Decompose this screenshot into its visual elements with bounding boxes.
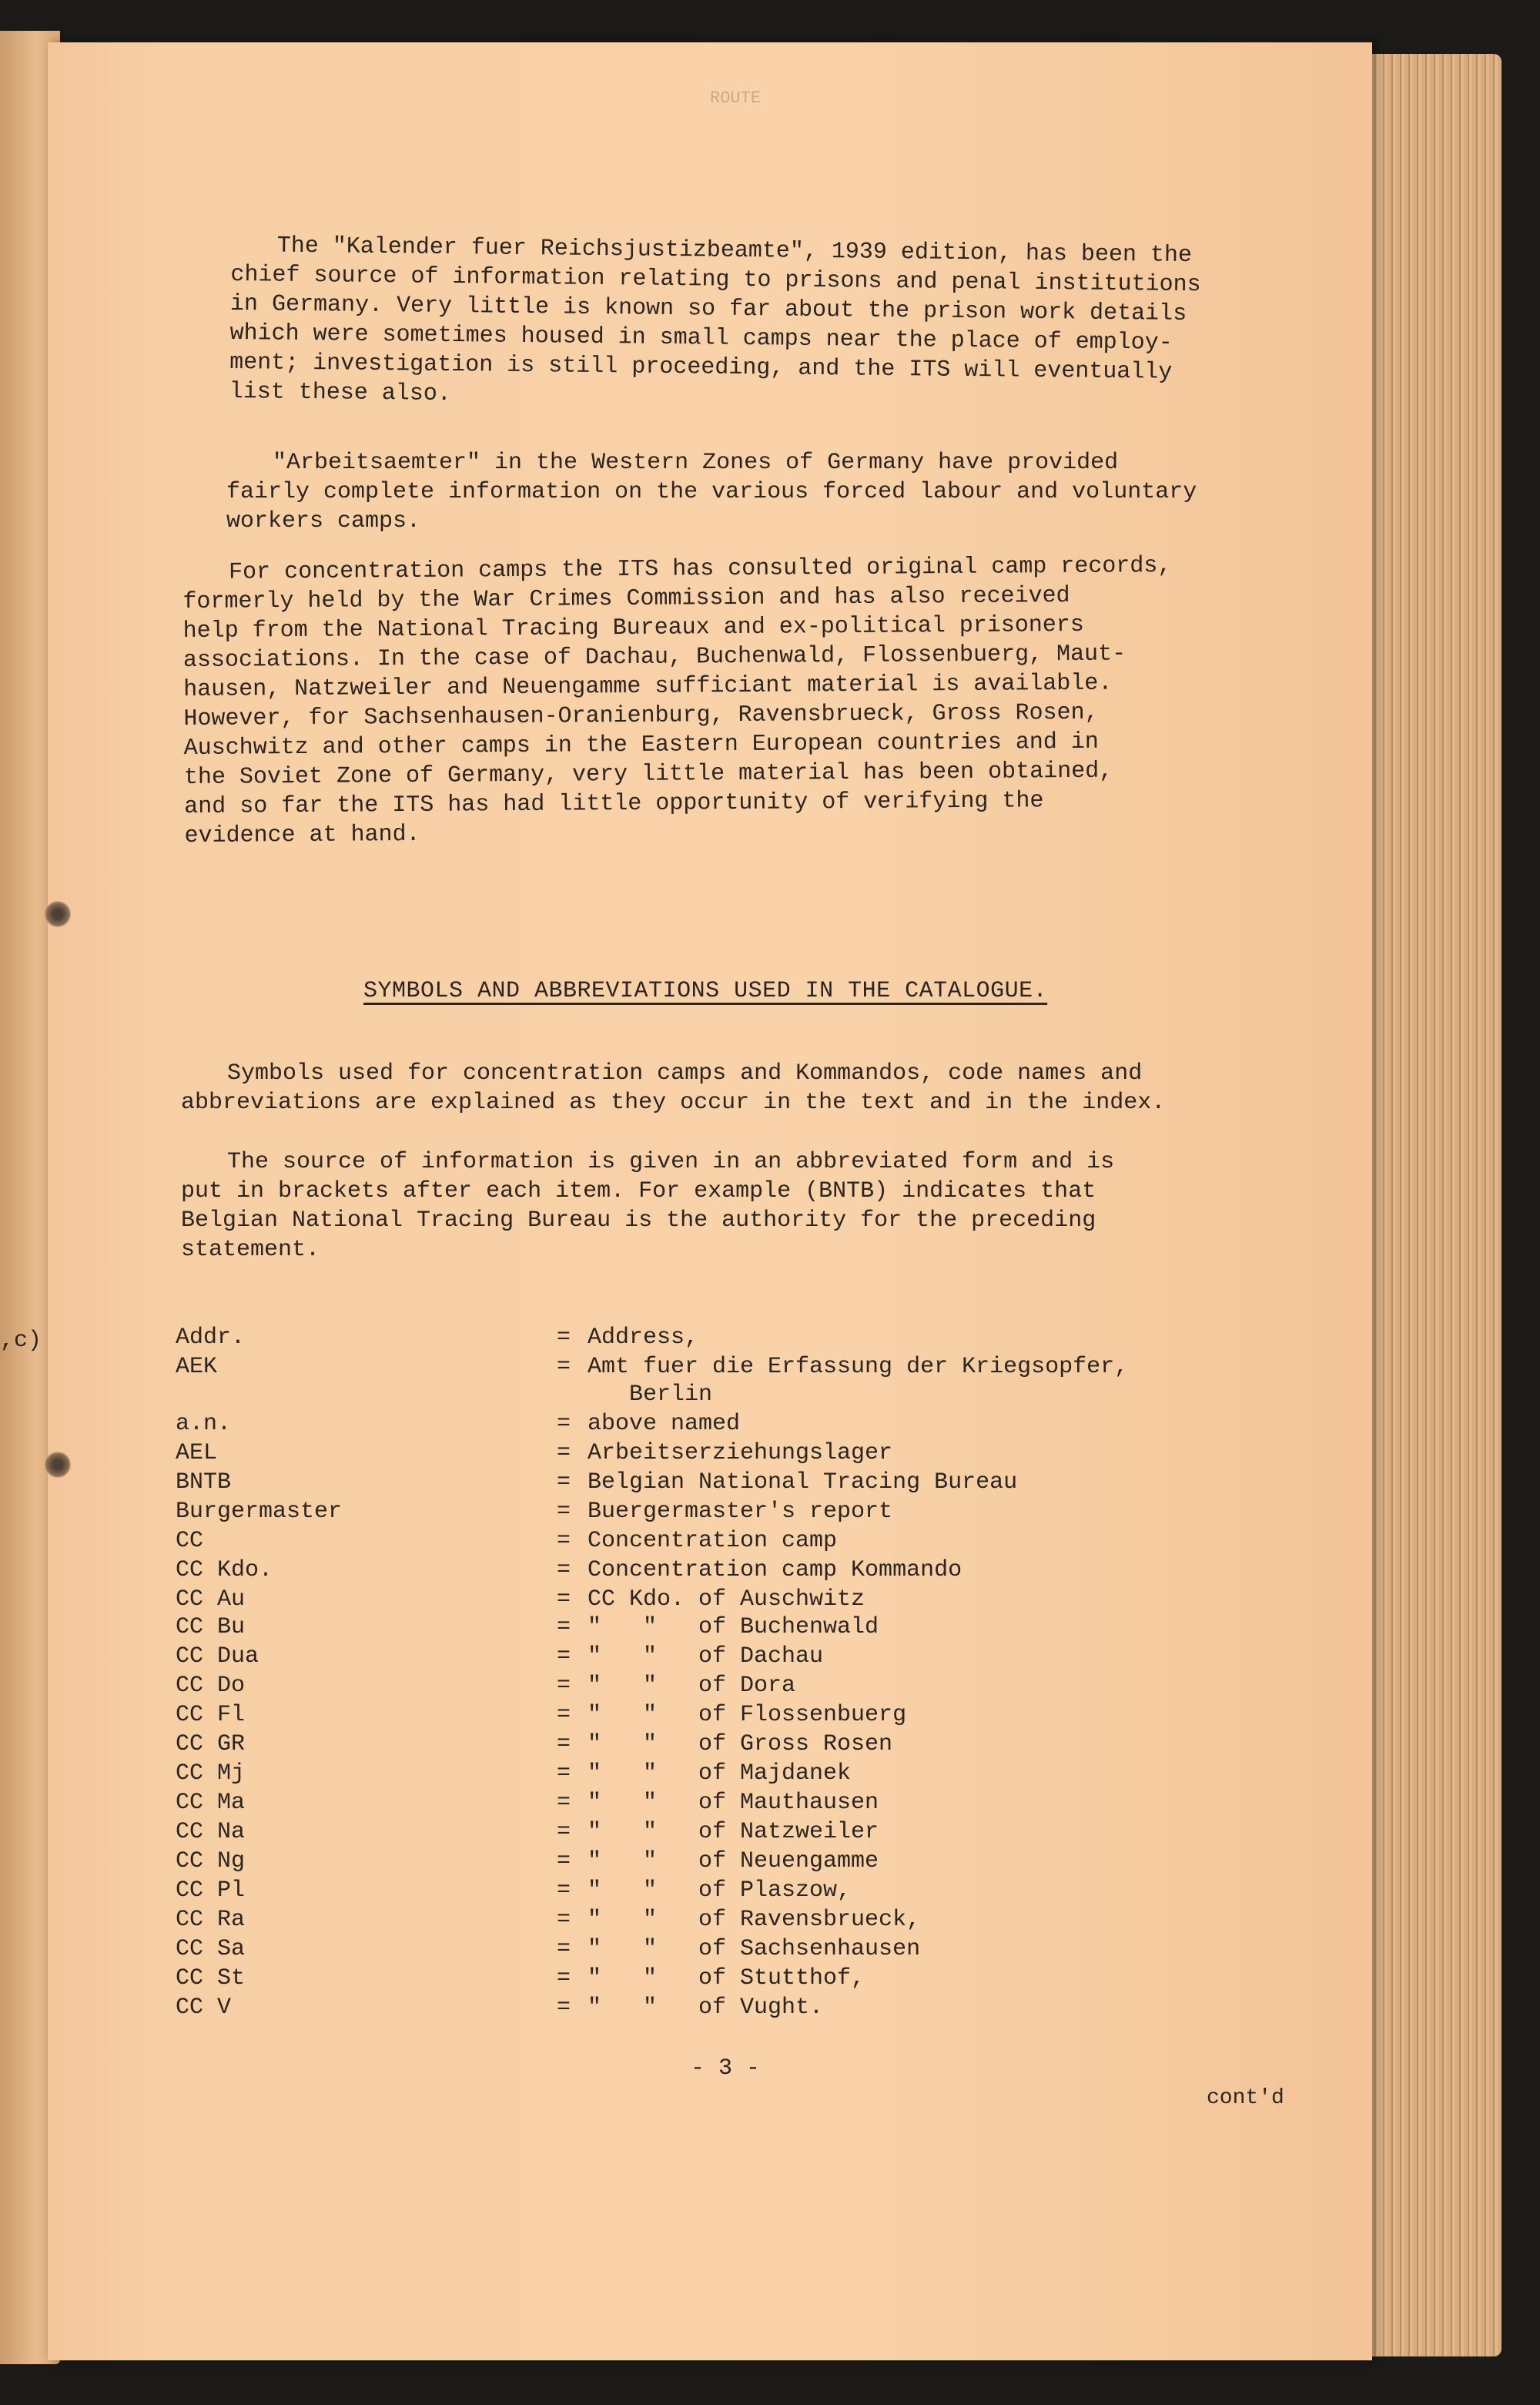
- abbreviation-definition: " " of Buchenwald: [588, 1614, 879, 1640]
- paragraph-line: abbreviations are explained as they occur in the text and in the index.: [181, 1090, 1166, 1116]
- equals-sign: =: [557, 1499, 571, 1525]
- abbreviation-definition: " " of Stutthof,: [588, 1965, 865, 1991]
- paragraph-3: [182, 551, 1240, 851]
- abbreviation-key: CC Sa: [176, 1936, 246, 1962]
- abbreviation-definition: Concentration camp: [588, 1528, 838, 1554]
- paragraph-line: and so far the ITS has had little opportunity of verifying the: [184, 788, 1044, 820]
- abbreviation-definition: " " of Dachau: [588, 1643, 824, 1670]
- equals-sign: =: [557, 1848, 571, 1874]
- page-stack-edge: [1371, 54, 1502, 2356]
- paragraph-line: Auschwitz and other camps in the Eastern European countries and in: [183, 729, 1100, 762]
- equals-sign: =: [557, 1995, 571, 2021]
- paragraph-line: Belgian National Tracing Bureau is the authority for the preceding: [181, 1208, 1096, 1234]
- equals-sign: =: [557, 1673, 571, 1699]
- abbreviation-key: CC Fl: [176, 1702, 246, 1728]
- abbreviation-definition: CC Kdo. of Auschwitz: [588, 1586, 865, 1613]
- abbreviation-key: CC Au: [176, 1586, 246, 1613]
- abbreviation-definition: " " of Neuengamme: [588, 1848, 879, 1874]
- paragraph-line: "Arbeitsaemter" in the Western Zones of Germany have provided: [273, 450, 1119, 476]
- paragraph-5: [181, 1147, 1236, 1264]
- equals-sign: =: [557, 1411, 571, 1437]
- abbreviation-key: CC Ma: [176, 1790, 246, 1816]
- abbreviation-key: a.n.: [176, 1411, 232, 1437]
- equals-sign: =: [557, 1907, 571, 1933]
- paragraph-line: help from the National Tracing Bureaux and ex-political prisoners: [182, 611, 1084, 645]
- abbreviation-key: CC Pl: [176, 1877, 246, 1904]
- continued-note: cont'd: [1207, 2086, 1284, 2110]
- abbreviation-key: CC V: [176, 1995, 232, 2021]
- abbreviation-key: CC GR: [176, 1731, 246, 1757]
- paragraph-line: The source of information is given in an abbreviated form and is: [227, 1149, 1115, 1175]
- paragraph-line: statement.: [181, 1237, 320, 1263]
- paragraph-line: ment; investigation is still proceeding, and the ITS will eventually: [229, 349, 1173, 386]
- page-number: - 3 -: [691, 2055, 761, 2082]
- binding-hole-top: [45, 901, 71, 927]
- paragraph-line: workers camps.: [226, 508, 421, 534]
- abbreviation-definition: Amt fuer die Erfassung der Kriegsopfer,: [588, 1354, 1129, 1380]
- abbreviation-definition: Belgian National Tracing Bureau: [588, 1469, 1018, 1496]
- abbreviation-key: AEL: [176, 1440, 218, 1466]
- equals-sign: =: [557, 1936, 571, 1962]
- equals-sign: =: [557, 1614, 571, 1640]
- paragraph-2: [226, 448, 1281, 536]
- paragraph-line: hausen, Natzweiler and Neuengamme sufficiant material is available.: [183, 670, 1113, 703]
- equals-sign: =: [557, 1325, 571, 1351]
- abbreviation-definition: " " of Dora: [588, 1673, 796, 1699]
- equals-sign: =: [557, 1528, 571, 1554]
- abbreviation-key: AEK: [176, 1354, 218, 1380]
- equals-sign: =: [557, 1643, 571, 1670]
- abbreviation-definition: " " of Ravensbrueck,: [588, 1907, 921, 1933]
- paragraph-1: [229, 231, 1286, 417]
- abbreviation-key: Burgermaster: [176, 1499, 343, 1525]
- abbreviation-definition: Concentration camp Kommando: [588, 1557, 962, 1583]
- paragraph-line: the Soviet Zone of Germany, very little material has been obtained,: [183, 758, 1113, 791]
- equals-sign: =: [557, 1819, 571, 1845]
- abbreviation-definition: Address,: [588, 1325, 699, 1351]
- paragraph-line: However, for Sachsenhausen-Oranienburg, Ravensbrueck, Gross Rosen,: [183, 699, 1099, 732]
- abbreviation-key: CC Bu: [176, 1614, 246, 1640]
- abbreviation-key: CC Ng: [176, 1848, 246, 1874]
- equals-sign: =: [557, 1877, 571, 1904]
- abbreviation-definition: " " of Gross Rosen: [588, 1731, 893, 1757]
- abbreviation-definition: " " of Mauthausen: [588, 1790, 879, 1816]
- equals-sign: =: [557, 1760, 571, 1787]
- equals-sign: =: [557, 1469, 571, 1496]
- left-page-edge-text: ,c): [0, 1328, 42, 1354]
- faded-stamp: ROUTE: [710, 89, 762, 108]
- paragraph-line: fairly complete information on the various forced labour and voluntary: [226, 479, 1197, 505]
- equals-sign: =: [557, 1702, 571, 1728]
- abbreviation-key: CC: [176, 1528, 204, 1554]
- paragraph-line: which were sometimes housed in small camps near the place of employ-: [229, 320, 1173, 357]
- abbreviation-key: CC Ra: [176, 1907, 246, 1933]
- abbreviation-key: CC Na: [176, 1819, 246, 1845]
- equals-sign: =: [557, 1354, 571, 1380]
- paragraph-line: For concentration camps the ITS has consulted original camp records,: [229, 553, 1172, 586]
- abbreviation-definition: " " of Natzweiler: [588, 1819, 879, 1845]
- binding-hole-bottom: [45, 1452, 71, 1478]
- equals-sign: =: [557, 1557, 571, 1583]
- equals-sign: =: [557, 1731, 571, 1757]
- paragraph-line: evidence at hand.: [184, 821, 420, 849]
- paragraph-4: [181, 1059, 1236, 1117]
- abbreviation-definition: Arbeitserziehungslager: [588, 1440, 893, 1466]
- equals-sign: =: [557, 1790, 571, 1816]
- abbreviation-key: BNTB: [176, 1469, 232, 1496]
- abbreviation-definition: " " of Flossenbuerg: [588, 1702, 907, 1728]
- paragraph-line: put in brackets after each item. For example (BNTB) indicates that: [181, 1178, 1096, 1204]
- section-heading: SYMBOLS AND ABBREVIATIONS USED IN THE CATALOGUE.: [363, 978, 1048, 1004]
- paragraph-line: The "Kalender fuer Reichsjustizbeamte", 1939 edition, has been the: [276, 233, 1193, 270]
- paragraph-line: in Germany. Very little is known so far about the prison work details: [229, 290, 1187, 328]
- equals-sign: =: [557, 1965, 571, 1991]
- abbreviation-key: CC Dua: [176, 1643, 259, 1670]
- abbreviation-definition: " " of Vught.: [588, 1995, 824, 2021]
- equals-sign: =: [557, 1586, 571, 1613]
- abbreviation-key: CC Kdo.: [176, 1557, 273, 1583]
- abbreviation-definition: Buergermaster's report: [588, 1499, 893, 1525]
- abbreviation-key: CC Do: [176, 1673, 246, 1699]
- abbreviation-key: CC Mj: [176, 1760, 246, 1787]
- paragraph-line: associations. In the case of Dachau, Buchenwald, Flossenbuerg, Maut-: [182, 641, 1127, 674]
- abbreviation-definition: " " of Sachsenhausen: [588, 1936, 921, 1962]
- equals-sign: =: [557, 1440, 571, 1466]
- abbreviation-definition: above named: [588, 1411, 741, 1437]
- abbreviation-definition: Berlin: [588, 1382, 713, 1408]
- abbreviation-definition: " " of Majdanek: [588, 1760, 852, 1787]
- abbreviation-key: CC St: [176, 1965, 246, 1991]
- paragraph-line: list these also.: [229, 378, 452, 408]
- paragraph-line: chief source of information relating to prisons and penal institutions: [230, 261, 1201, 299]
- abbreviation-definition: " " of Plaszow,: [588, 1877, 852, 1904]
- paragraph-line: formerly held by the War Crimes Commission and has also received: [182, 582, 1070, 615]
- abbreviation-key: Addr.: [176, 1325, 246, 1351]
- paragraph-line: Symbols used for concentration camps and Kommandos, code names and: [227, 1060, 1143, 1087]
- document-page: [48, 42, 1372, 2360]
